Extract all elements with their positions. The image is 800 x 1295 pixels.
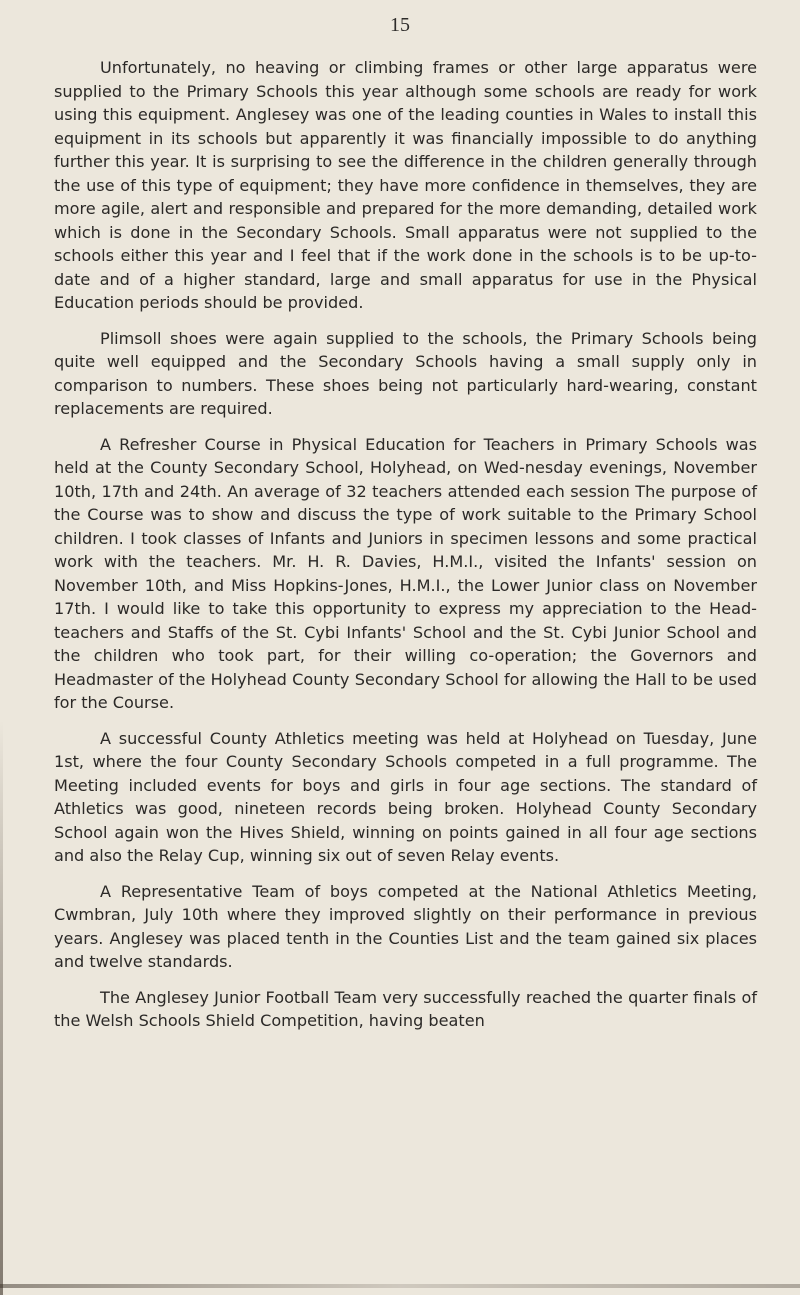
page-number: 15 <box>390 14 410 36</box>
body-text <box>54 56 757 1045</box>
paragraph-junior-football: The Anglesey Junior Football Team very successfully reached the quarter finals of the Welsh Schools Shield Competition, having beaten <box>54 987 757 1030</box>
paragraph-national-athletics: A Representative Team of boys competed at the National Athletics Meeting, Cwmbran, July 10th where they improved slightly on their performance in previous years. Anglesey was placed tenth in the Counties List and the team gained six places and twelve standards. <box>54 881 757 971</box>
page-left-edge-shadow <box>0 720 3 1295</box>
page-bottom-edge-shadow <box>0 1284 800 1288</box>
paragraph-county-athletics: A successful County Athletics meeting was held at Holyhead on Tuesday, June 1st, where the four County Secondary Schools competed in a full programme. The Meeting included events for boys and girls in four age sections. The standard of Athletics was good, nineteen records being broken. Holyhead County Secondary School again won the Hives Shield, winning on points gained in all four age sections and also the Relay Cup, winning six out of seven Relay events. <box>54 728 757 865</box>
paragraph-plimsoll-shoes: Plimsoll shoes were again supplied to the schools, the Primary Schools being quite well equipped and the Secondary Schools having a small supply only in comparison to numbers. These shoes being not particularly hard-wearing, constant replacements are required. <box>54 328 757 418</box>
paragraph-refresher-course: A Refresher Course in Physical Education for Teachers in Primary Schools was held at the County Secondary School, Holyhead, on Wed-nesday evenings, November 10th, 17th and 24th. An average of 32 teachers attended each session The purpose of the Course was to show and discuss the type of work suitable to the Primary School children. I took classes of Infants and Juniors in specimen lessons and some practical work with the teachers. Mr. H. R. Davies, H.M.I., visited the Infants' session on November 10th, and Miss Hopkins-Jones, H.M.I., the Lower Junior class on November 17th. I would like to take this opportunity to express my appreciation to the Head-teachers and Staffs of the St. Cybi Infants' School and the St. Cybi Junior School and the children who took part, for their willing co-operation; the Governors and Headmaster of the Holyhead County Secondary School for allowing the Hall to be used for the Course. <box>54 434 757 712</box>
paragraph-large-apparatus: Unfortunately, no heaving or climbing frames or other large apparatus were supplied to the Primary Schools this year although some schools are ready for work using this equipment. Anglesey was one of the leading counties in Wales to install this equipment in its schools but apparently it was financially impossible to do anything further this year. It is surprising to see the difference in the children generally through the use of this type of equipment; they have more confidence in themselves, they are more agile, alert and responsible and prepared for the more demanding, detailed work which is done in the Secondary Schools. Small apparatus were not supplied to the schools either this year and I feel that if the work done in the schools is to be up-to-date and of a higher standard, large and small apparatus for use in the Physical Education periods should be provided. <box>54 58 757 312</box>
